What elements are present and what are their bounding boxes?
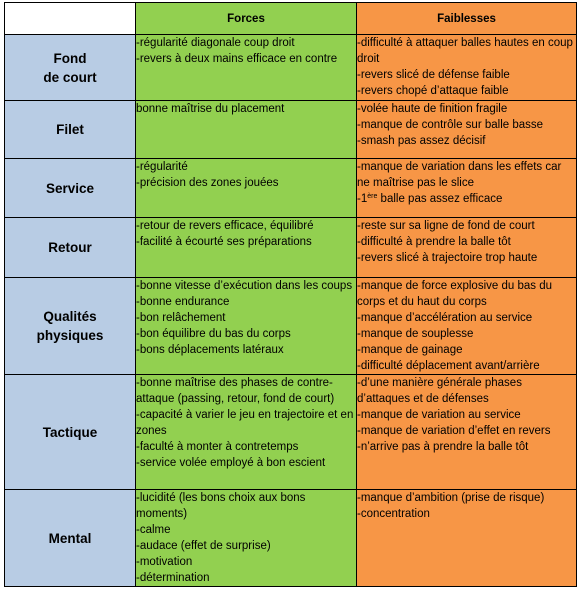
faiblesses-cell bbox=[357, 278, 577, 375]
forces-item: -bonne vitesse d’exécution dans les coups bbox=[136, 280, 353, 292]
faiblesses-cell bbox=[357, 490, 577, 587]
faiblesses-item: -revers slicé à trajectoire trop haute bbox=[357, 252, 538, 264]
forces-item: -bons déplacements latéraux bbox=[136, 344, 284, 356]
row-label-line: physiques bbox=[36, 328, 104, 343]
row-label bbox=[5, 159, 136, 218]
faiblesses-item: -manque de gainage bbox=[357, 344, 463, 356]
faiblesses-item: -manque de variation dans les effets car ne maîtrise pas le slice bbox=[357, 161, 562, 189]
forces-item: -retour de revers efficace, équilibré bbox=[136, 220, 314, 232]
faiblesses-item: -d’une manière générale phases d’attaques et de défenses bbox=[357, 377, 522, 405]
faiblesses-item: -revers slicé de défense faible bbox=[357, 69, 510, 81]
forces-item: -bon équilibre du bas du corps bbox=[136, 328, 291, 340]
faiblesses-item: -manque de variation d’effet en revers bbox=[357, 425, 551, 437]
faiblesses-item: -revers chopé d’attaque faible bbox=[357, 85, 509, 97]
row-label-line: Filet bbox=[56, 122, 84, 137]
header-row bbox=[5, 3, 577, 35]
forces-item: -audace (effet de surprise) bbox=[136, 540, 271, 552]
forces-item: -bonne maîtrise des phases de contre-attaque (passing, retour, fond de court) bbox=[136, 377, 335, 405]
faiblesses-item: -concentration bbox=[357, 508, 430, 520]
faiblesses-item-superscript: ère bbox=[367, 193, 378, 200]
row-label bbox=[5, 218, 136, 278]
forces-item: bonne maîtrise du placement bbox=[136, 103, 285, 115]
forces-item: -précision des zones jouées bbox=[136, 177, 279, 189]
faiblesses-item-start: -1 bbox=[357, 193, 368, 205]
forces-item: -revers à deux mains efficace en contre bbox=[136, 53, 338, 65]
row-label-line: Mental bbox=[48, 530, 92, 546]
row-label bbox=[5, 375, 136, 490]
forces-item: -motivation bbox=[136, 556, 193, 568]
forces-item: -lucidité (les bons choix aux bons moments) bbox=[136, 492, 306, 520]
row-label bbox=[5, 101, 136, 159]
row-label bbox=[5, 35, 136, 101]
faiblesses-item: -difficulté à prendre la balle tôt bbox=[357, 236, 511, 248]
row-label-line: de court bbox=[43, 69, 97, 85]
faiblesses-cell bbox=[357, 101, 577, 159]
faiblesses-item: -manque de souplesse bbox=[357, 328, 474, 340]
row-label-line: Retour bbox=[48, 240, 92, 255]
header-faiblesses: Faiblesses bbox=[357, 3, 577, 35]
table-row bbox=[5, 101, 577, 159]
faiblesses-item: -manque d’accélération au service bbox=[357, 312, 533, 324]
forces-item: -calme bbox=[136, 524, 171, 536]
faiblesses-item: -difficulté à attaquer balles hautes en coup droit bbox=[357, 37, 573, 65]
row-label-line: Service bbox=[45, 180, 95, 196]
faiblesses-item: -smash pas assez décisif bbox=[357, 135, 486, 147]
forces-item: -bon relâchement bbox=[136, 312, 226, 324]
forces-item: -service volée employé à bon escient bbox=[136, 457, 326, 469]
forces-cell bbox=[136, 159, 357, 218]
faiblesses-item: -volée haute de finition fragile bbox=[357, 103, 508, 115]
faiblesses-item: -manque d’ambition (prise de risque) bbox=[357, 492, 545, 504]
faiblesses-item-end: balle pas assez efficace bbox=[377, 193, 503, 205]
forces-item: -faculté à monter à contretemps bbox=[136, 441, 299, 453]
table-row bbox=[5, 218, 577, 278]
faiblesses-item: -difficulté déplacement avant/arrière bbox=[357, 360, 540, 372]
forces-item: -régularité diagonale coup droit bbox=[136, 37, 295, 49]
row-label-line: Qualités bbox=[43, 309, 97, 324]
row-label bbox=[5, 278, 136, 375]
row-label-line: Fond bbox=[53, 50, 87, 66]
faiblesses-cell bbox=[357, 375, 577, 490]
table-row bbox=[5, 375, 577, 490]
forces-cell bbox=[136, 35, 357, 101]
forces-item: -détermination bbox=[136, 572, 210, 584]
faiblesses-cell bbox=[357, 159, 577, 218]
forces-item: -bonne endurance bbox=[136, 296, 230, 308]
forces-item: -régularité bbox=[136, 161, 188, 173]
faiblesses-item: -reste sur sa ligne de fond de court bbox=[357, 220, 535, 232]
forces-cell bbox=[136, 278, 357, 375]
forces-cell bbox=[136, 375, 357, 490]
faiblesses-item bbox=[357, 191, 576, 207]
table-row bbox=[5, 278, 577, 375]
forces-item: -facilité à écourté ses préparations bbox=[136, 236, 312, 248]
faiblesses-cell bbox=[357, 35, 577, 101]
faiblesses-item: -manque de force explosive du bas du corps et du haut du corps bbox=[357, 280, 552, 308]
forces-cell bbox=[136, 218, 357, 278]
faiblesses-item: -manque de variation au service bbox=[357, 409, 521, 421]
faiblesses-cell bbox=[357, 218, 577, 278]
forces-cell bbox=[136, 490, 357, 587]
faiblesses-item: -n’arrive pas à prendre la balle tôt bbox=[357, 441, 529, 453]
row-label bbox=[5, 490, 136, 587]
row-label-line: Tactique bbox=[42, 424, 98, 440]
corner-cell bbox=[5, 3, 136, 35]
table-row bbox=[5, 159, 577, 218]
forces-cell bbox=[136, 101, 357, 159]
header-forces: Forces bbox=[136, 3, 357, 35]
swot-table bbox=[4, 2, 577, 587]
table-row bbox=[5, 490, 577, 587]
table-row bbox=[5, 35, 577, 101]
faiblesses-item: -manque de contrôle sur balle basse bbox=[357, 119, 544, 131]
forces-item: -capacité à varier le jeu en trajectoire et en zones bbox=[136, 409, 354, 437]
